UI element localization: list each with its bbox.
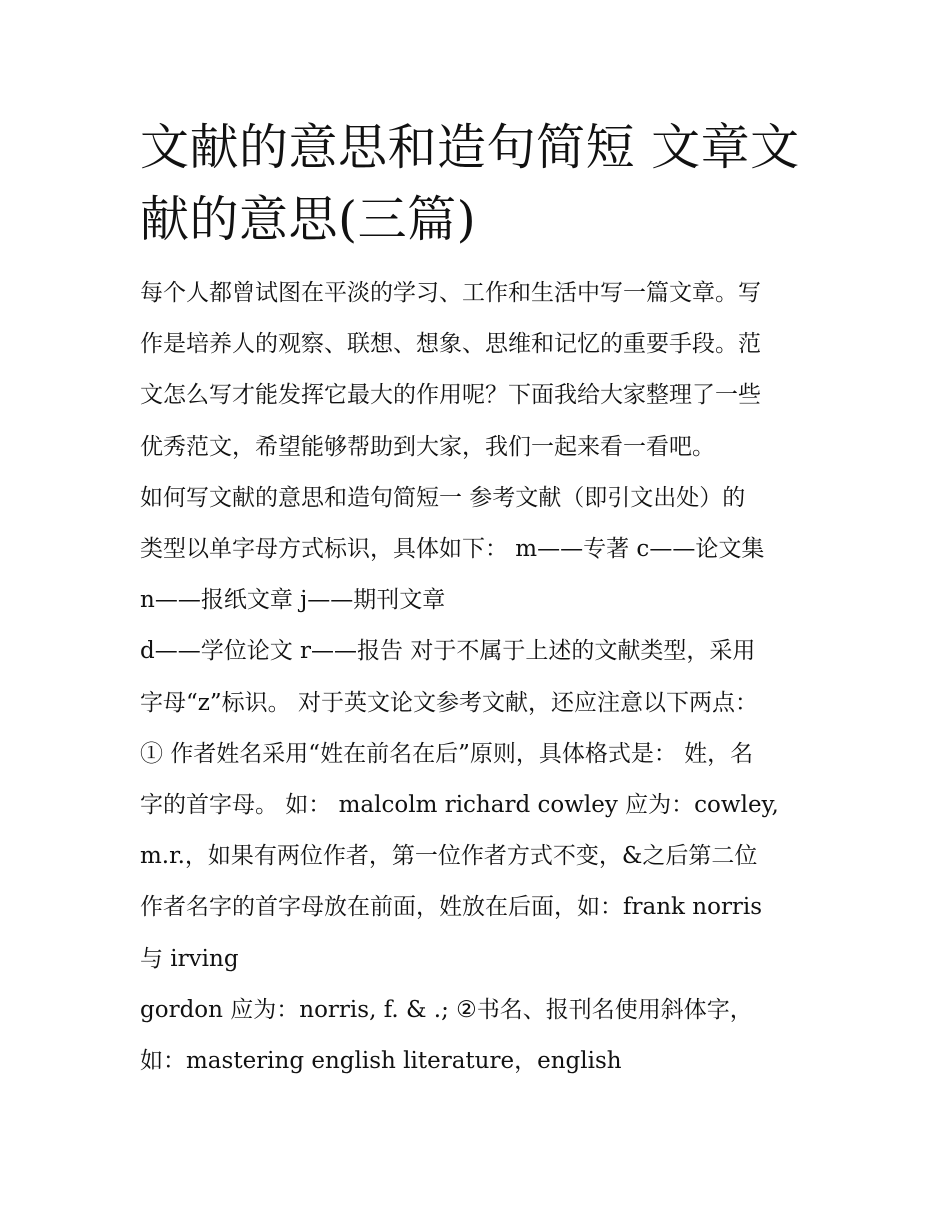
document-content bbox=[140, 112, 820, 1087]
body-line: 作者名字的首字母放在前面，姓放在后面，如：frank norris bbox=[140, 894, 763, 921]
body-line: d——学位论文 r——报告 对于不属于上述的文献类型，采用 bbox=[140, 638, 756, 665]
title-line: 文献的意思和造句简短 文章文 bbox=[140, 119, 800, 176]
body-line: n——报纸文章 j——期刊文章 bbox=[140, 587, 446, 614]
title-line: 献的意思(三篇) bbox=[140, 191, 477, 248]
body-text bbox=[140, 268, 820, 1087]
body-line: 优秀范文，希望能够帮助到大家，我们一起来看一看吧。 bbox=[140, 433, 715, 460]
body-line: ① 作者姓名采用“姓在前名在后”原则，具体格式是： 姓，名 bbox=[140, 740, 754, 767]
body-line: 类型以单字母方式标识，具体如下： m——专著 c——论文集 bbox=[140, 536, 765, 563]
body-line: m.r.，如果有两位作者，第一位作者方式不变，&之后第二位 bbox=[140, 843, 758, 870]
body-line: 与 irving bbox=[140, 945, 239, 972]
body-line: 如：mastering english literature，english bbox=[140, 1048, 622, 1075]
body-line: 文怎么写才能发挥它最大的作用呢？下面我给大家整理了一些 bbox=[140, 382, 761, 409]
body-line: 每个人都曾试图在平淡的学习、工作和生活中写一篇文章。写 bbox=[140, 280, 761, 306]
body-line: 作是培养人的观察、联想、想象、思维和记忆的重要手段。范 bbox=[140, 331, 761, 358]
body-line: gordon 应为：norris, f. & .; ②书名、报刊名使用斜体字， bbox=[140, 996, 753, 1023]
body-line: 字母“z”标识。 对于英文论文参考文献，还应注意以下两点： bbox=[140, 689, 758, 716]
body-line: 字的首字母。 如： malcolm richard cowley 应为：cowley, bbox=[140, 792, 779, 819]
page-title bbox=[140, 112, 820, 256]
body-line: 如何写文献的意思和造句简短一 参考文献（即引文出处）的 bbox=[140, 484, 746, 511]
